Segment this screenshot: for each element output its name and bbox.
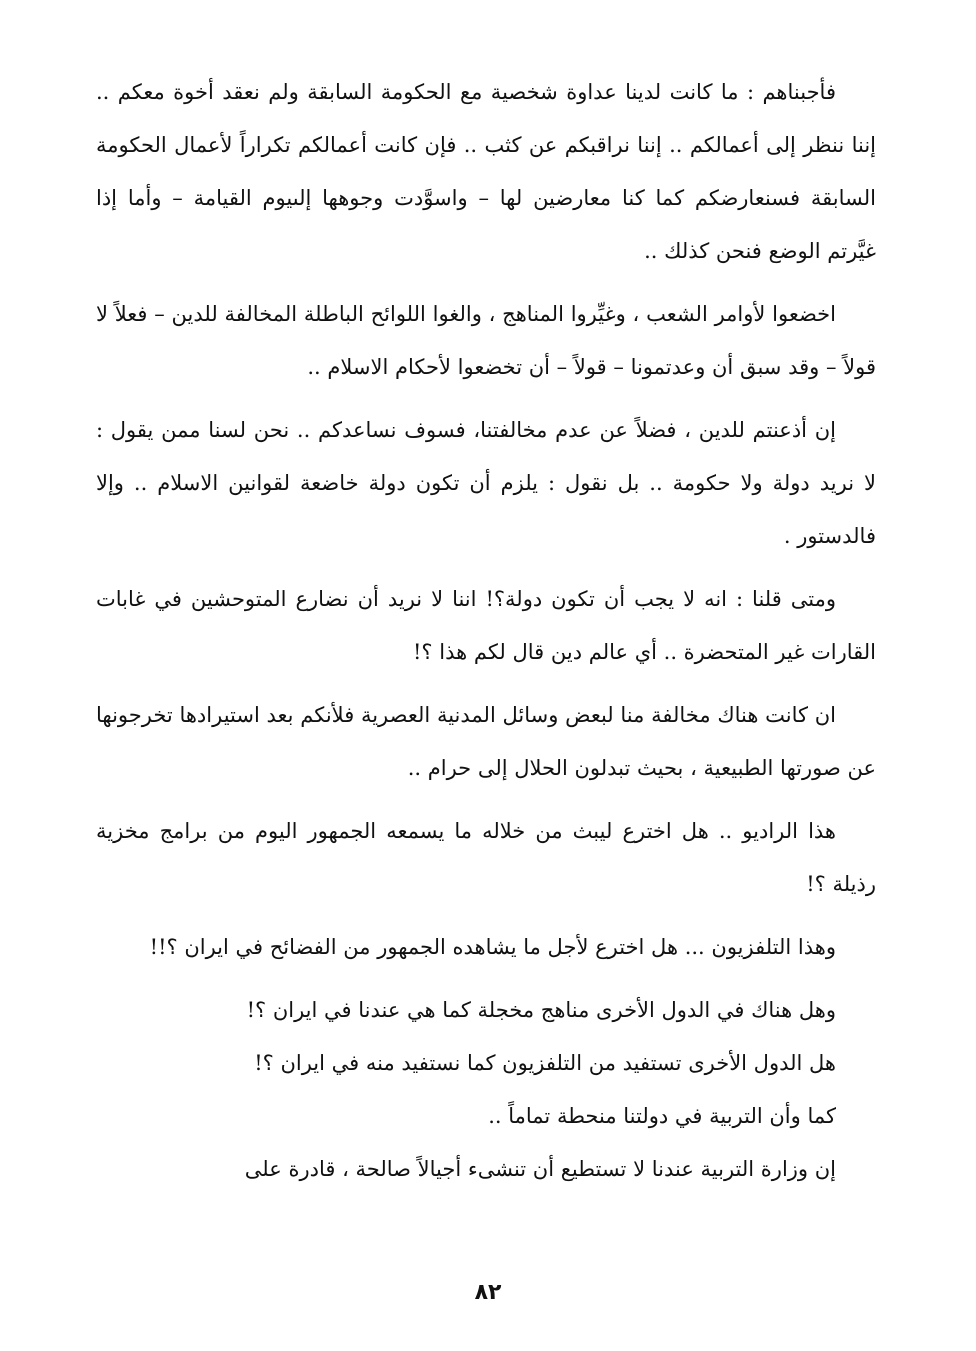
paragraph: كما وأن التربية في دولتنا منحطة تماماً .. xyxy=(488,1104,836,1128)
paragraph: فأجبناهم : ما كانت لدينا عداوة شخصية مع الحكومة السابقة ولم نعقد أخوة معكم .. إننا ننظر إلى أعمالكم .. إننا نراقبكم عن كثب .. فإن كانت أعمالكم تكراراً لأعمال الحكومة السابقة فسنعارضكم كما كنا معارضين لها – واسوَّدت وجوهها إلىيوم القيامة – وأما إذا غيَّرتم الوضع فنحن كذلك .. xyxy=(96,80,876,263)
paragraph: ومتى قلنا : انه لا يجب أن تكون دولة؟! اننا لا نريد أن نضارع المتوحشين في غابات القارات غير المتحضرة .. أي عالم دين قال لكم هذا ؟! xyxy=(96,587,876,664)
page-body xyxy=(96,66,876,1206)
paragraph: هل الدول الأخرى تستفيد من التلفزيون كما نستفيد منه في ايران ؟! xyxy=(254,1051,836,1075)
paragraph: اخضعوا لأوامر الشعب ، وغيِّروا المناهج ، والغوا اللوائح الباطلة المخالفة للدين – فعلاً لا قولاً – وقد سبق أن وعدتمونا – قولاً – أن تخضعوا لأحكام الاسلام .. xyxy=(96,302,876,379)
paragraph: ان كانت هناك مخالفة منا لبعض وسائل المدنية العصرية فلأنكم بعد استيرادها تخرجونها عن صورتها الطبيعية ، بحيث تبدلون الحلال إلى حرام .. xyxy=(96,703,876,780)
paragraph: وهذا التلفزيون ... هل اخترع لأجل ما يشاهده الجمهور من الفضائح في ايران ؟!! xyxy=(149,935,836,959)
paragraph: إن أذعنتم للدين ، فضلاً عن عدم مخالفتنا، فسوف نساعدكم .. نحن لسنا ممن يقول : لا نريد دولة ولا حكومة .. بل نقول : يلزم أن تكون دولة خاضعة لقوانين الاسلام .. وإلا فالدستور . xyxy=(96,418,876,548)
paragraph: إن وزارة التربية عندنا لا تستطيع أن تنشىء أجيالاً صالحة ، قادرة على xyxy=(244,1157,836,1181)
paragraph: وهل هناك في الدول الأخرى مناهج مخجلة كما هي عندنا في ايران ؟! xyxy=(246,998,836,1022)
paragraph: هذا الراديو .. هل اخترع ليبث من خلاله ما يسمعه الجمهور اليوم من برامج مخزية رذيلة ؟! xyxy=(96,819,876,896)
page-number: ٨٢ xyxy=(474,1280,502,1305)
